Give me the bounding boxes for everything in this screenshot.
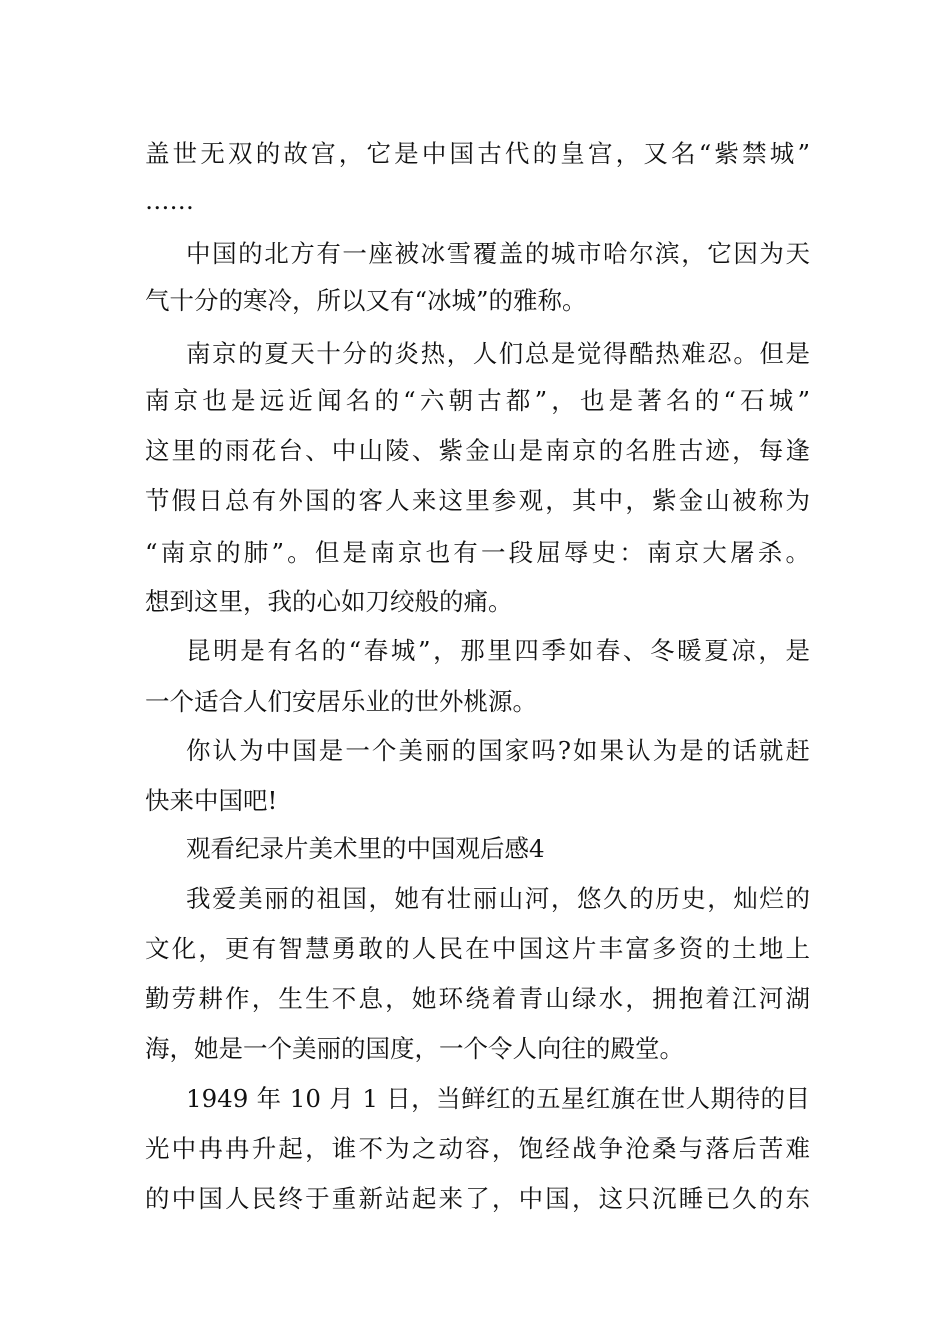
text-line: 的中国人民终于重新站起来了，中国，这只沉睡已久的东 bbox=[145, 1184, 810, 1213]
paragraph-1949: 1949 年 10 月 1 日，当鲜红的五星红旗在世人期待的目 bbox=[186, 1084, 810, 1113]
text-line: 文化，更有智慧勇敢的人民在中国这片丰富多资的土地上 bbox=[145, 934, 810, 963]
paragraph-nanjing: 南京的夏天十分的炎热，人们总是觉得酷热难忍。但是 bbox=[186, 339, 810, 368]
text-line: “南京的肺”。但是南京也有一段屈辱史：南京大屠杀。 bbox=[145, 538, 810, 567]
paragraph-motherland: 我爱美丽的祖国，她有壮丽山河，悠久的历史，灿烂的 bbox=[186, 884, 810, 913]
section-heading: 观看纪录片美术里的中国观后感4 bbox=[186, 834, 545, 863]
paragraph-kunming: 昆明是有名的“春城”，那里四季如春、冬暖夏凉，是 bbox=[186, 636, 810, 665]
text-line: …… bbox=[145, 186, 194, 215]
text-line: 光中冉冉升起，谁不为之动容，饱经战争沧桑与落后苦难 bbox=[145, 1134, 810, 1163]
text-line: 海，她是一个美丽的国度，一个令人向往的殿堂。 bbox=[145, 1034, 684, 1063]
text-line: 气十分的寒冷，所以又有“冰城”的雅称。 bbox=[145, 286, 587, 315]
text-line: 盖世无双的故宫，它是中国古代的皇宫，又名“紫禁城” bbox=[145, 139, 810, 168]
text-line: 想到这里，我的心如刀绞般的痛。 bbox=[145, 587, 513, 616]
text-line: 节假日总有外国的客人来这里参观，其中，紫金山被称为 bbox=[145, 486, 810, 515]
text-line: 一个适合人们安居乐业的世外桃源。 bbox=[145, 687, 537, 716]
text-line: 这里的雨花台、中山陵、紫金山是南京的名胜古迹，每逢 bbox=[145, 436, 810, 465]
text-line: 南京也是远近闻名的“六朝古都”，也是著名的“石城” bbox=[145, 386, 810, 415]
paragraph-harbin: 中国的北方有一座被冰雪覆盖的城市哈尔滨，它因为天 bbox=[186, 239, 810, 268]
text-line: 快来中国吧! bbox=[145, 786, 278, 815]
paragraph-question: 你认为中国是一个美丽的国家吗?如果认为是的话就赶 bbox=[186, 736, 810, 765]
text-line: 勤劳耕作，生生不息，她环绕着青山绿水，拥抱着江河湖 bbox=[145, 984, 810, 1013]
